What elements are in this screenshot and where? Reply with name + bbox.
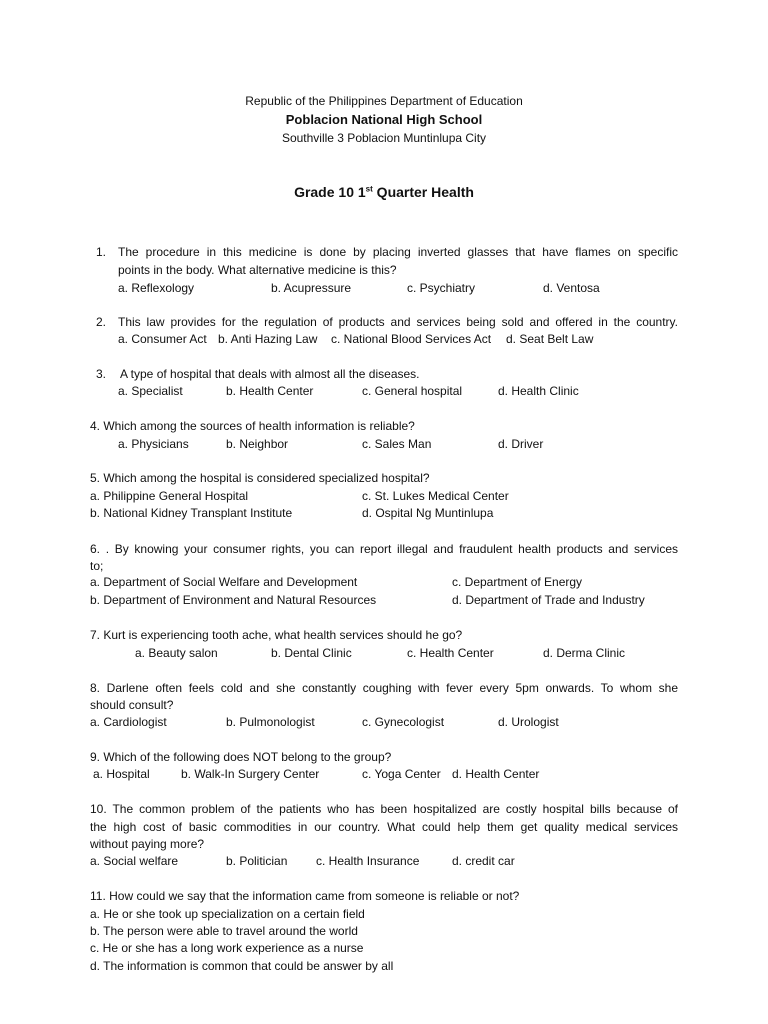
q10-line2: the high cost of basic commodities in our country. What could help them get quality medical services	[90, 820, 678, 834]
q7-option-a: a. Beauty salon	[135, 646, 218, 660]
q5-option-b: b. National Kidney Transplant Institute	[90, 506, 293, 520]
q3-option-c: c. General hospital	[362, 384, 463, 398]
q6-line1: 6. . By knowing your consumer rights, you can report illegal and fraudulent health products and services	[90, 542, 678, 556]
q9-option-b: b. Walk-In Surgery Center	[181, 767, 320, 781]
q4-option-d: d. Driver	[498, 437, 544, 451]
q8-option-a: a. Cardiologist	[90, 715, 167, 729]
q8-line1: 8. Darlene often feels cold and she constantly coughing with fever every 5pm onwards. To whom she	[90, 681, 678, 695]
q8-option-b: b. Pulmonologist	[226, 715, 315, 729]
q5-text: 5. Which among the hospital is considered specialized hospital?	[90, 471, 430, 485]
q6-line2: to;	[90, 559, 104, 573]
q10-line3: without paying more?	[90, 837, 205, 851]
q1-line1: The procedure in this medicine is done by placing inverted glasses that have flames on specific	[118, 245, 678, 259]
q2-number: 2.	[96, 315, 107, 329]
q5-option-a: a. Philippine General Hospital	[90, 489, 249, 503]
q3-number: 3.	[96, 367, 107, 381]
title-sup: st	[365, 184, 373, 194]
q7-option-d: d. Derma Clinic	[543, 646, 626, 660]
q11-option-d: d. The information is common that could be answer by all	[90, 959, 394, 973]
q9-option-d: d. Health Center	[452, 767, 540, 781]
q8-option-c: c. Gynecologist	[362, 715, 445, 729]
q8-line2: should consult?	[90, 698, 174, 712]
q1-line2: points in the body. What alternative medicine is this?	[118, 263, 397, 277]
q5-option-c: c. St. Lukes Medical Center	[362, 489, 509, 503]
q2-text: This law provides for the regulation of products and services being sold and offered in the country.	[118, 315, 678, 329]
q6-option-c: c. Department of Energy	[452, 575, 583, 589]
q7-option-b: b. Dental Clinic	[271, 646, 352, 660]
q1-number: 1.	[96, 245, 107, 259]
q5-option-d: d. Ospital Ng Muntinlupa	[362, 506, 494, 520]
q7-text: 7. Kurt is experiencing tooth ache, what health services should he go?	[90, 628, 463, 642]
q2-option-c: c. National Blood Services Act	[331, 332, 492, 346]
q4-option-a: a. Physicians	[118, 437, 189, 451]
q7-option-c: c. Health Center	[407, 646, 494, 660]
q10-option-b: b. Politician	[226, 854, 288, 868]
q1-option-a: a. Reflexology	[118, 281, 195, 295]
q2-option-d: d. Seat Belt Law	[506, 332, 594, 346]
q1-option-c: c. Psychiatry	[407, 281, 476, 295]
title-quarter: Quarter Health	[372, 184, 474, 200]
q9-option-a: a. Hospital	[93, 767, 150, 781]
q4-text: 4. Which among the sources of health information is reliable?	[90, 419, 415, 433]
q10-option-c: c. Health Insurance	[316, 854, 420, 868]
q4-option-c: c. Sales Man	[362, 437, 432, 451]
q1-option-d: d. Ventosa	[543, 281, 600, 295]
q2-option-a: a. Consumer Act	[118, 332, 207, 346]
q11-text: 11. How could we say that the information came from someone is reliable or not?	[90, 889, 520, 903]
q3-option-b: b. Health Center	[226, 384, 314, 398]
q8-option-d: d. Urologist	[498, 715, 559, 729]
q9-text: 9. Which of the following does NOT belong to the group?	[90, 750, 392, 764]
school-name: Poblacion National High School	[285, 112, 483, 127]
q6-option-d: d. Department of Trade and Industry	[452, 593, 645, 607]
q10-option-d: d. credit car	[452, 854, 515, 868]
q3-option-d: d. Health Clinic	[498, 384, 579, 398]
q11-option-c: c. He or she has a long work experience as a nurse	[90, 941, 364, 955]
department-line: Republic of the Philippines Department of Education	[245, 94, 523, 108]
exam-title	[0, 184, 768, 200]
q4-option-b: b. Neighbor	[226, 437, 289, 451]
title-grade: Grade 10 1	[294, 184, 366, 200]
q11-option-a: a. He or she took up specialization on a certain field	[90, 907, 365, 921]
q1-option-b: b. Acupressure	[271, 281, 352, 295]
q2-option-b: b. Anti Hazing Law	[218, 332, 318, 346]
q9-option-c: c. Yoga Center	[362, 767, 441, 781]
school-address: Southville 3 Poblacion Muntinlupa City	[281, 131, 487, 145]
q3-option-a: a. Specialist	[118, 384, 183, 398]
q11-option-b: b. The person were able to travel around the world	[90, 924, 358, 938]
q6-option-a: a. Department of Social Welfare and Development	[90, 575, 358, 589]
q10-line1: 10. The common problem of the patients who has been hospitalized are costly hospital bills because of	[90, 802, 678, 816]
q3-text: A type of hospital that deals with almost all the diseases.	[120, 367, 420, 381]
q10-option-a: a. Social welfare	[90, 854, 179, 868]
q6-option-b: b. Department of Environment and Natural Resources	[90, 593, 377, 607]
